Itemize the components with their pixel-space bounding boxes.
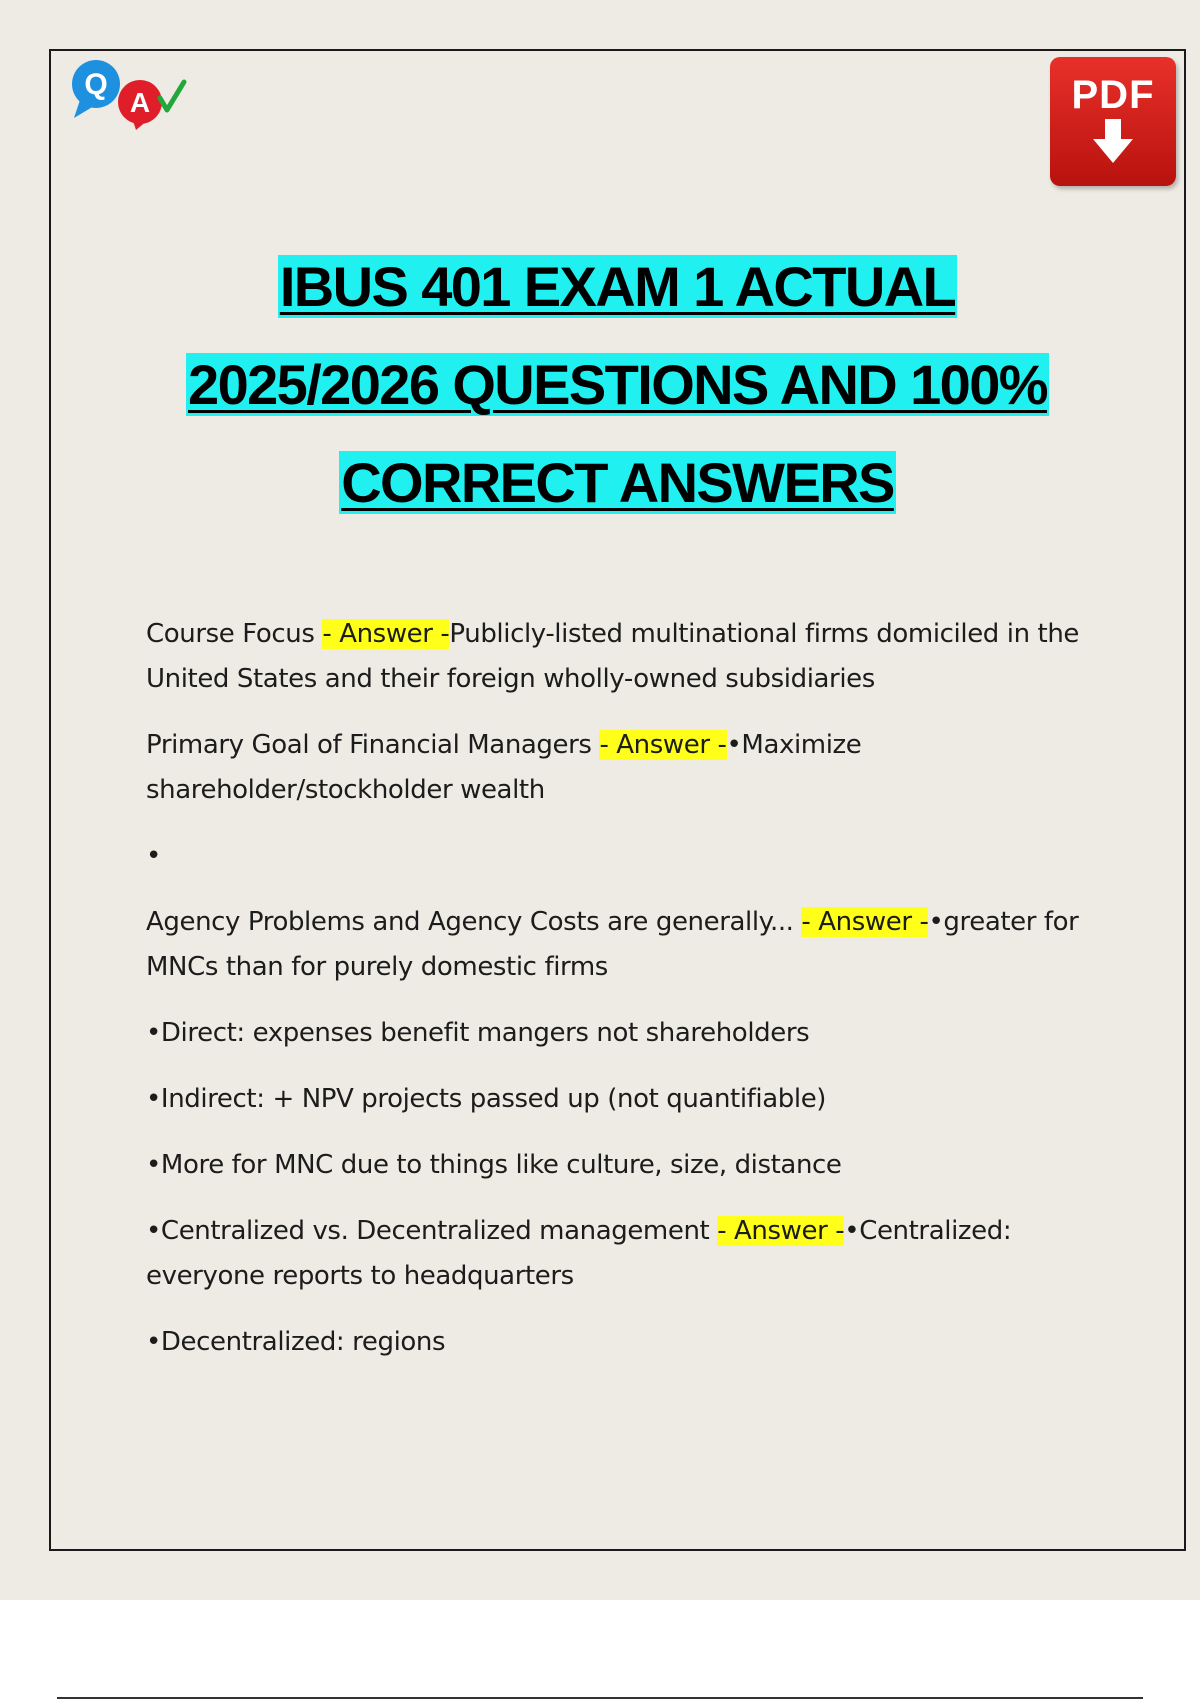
a-bubble-icon bbox=[118, 80, 162, 130]
answer-text: •greater for MNCs than for purely domestic firms bbox=[146, 907, 1079, 982]
answer-text: •Maximize shareholder/stockholder wealth bbox=[146, 730, 862, 805]
bullet-direct: •Direct: expenses benefit mangers not shareholders bbox=[146, 1018, 810, 1048]
answer-marker: - Answer - bbox=[322, 619, 450, 649]
answer-marker: - Answer - bbox=[599, 730, 727, 760]
qa-logo-icon bbox=[70, 58, 190, 130]
question-text: Primary Goal of Financial Managers bbox=[146, 730, 600, 760]
a-letter: A bbox=[129, 87, 151, 118]
qa-entry-primary-goal bbox=[146, 723, 1086, 813]
check-icon bbox=[160, 82, 184, 110]
title-line-3: CORRECT ANSWERS bbox=[341, 451, 894, 514]
question-text: Course Focus bbox=[146, 619, 323, 649]
title-line-2: 2025/2026 QUESTIONS AND 100% bbox=[188, 353, 1047, 416]
bullet-more-for-mnc: •More for MNC due to things like culture, size, distance bbox=[146, 1150, 842, 1180]
next-page-rule bbox=[57, 1697, 1143, 1699]
q-bubble-icon bbox=[72, 60, 120, 118]
download-arrow-icon bbox=[1091, 117, 1135, 165]
pdf-label: PDF bbox=[1071, 73, 1155, 117]
bullet-indirect: •Indirect: + NPV projects passed up (not quantifiable) bbox=[146, 1084, 827, 1114]
qa-entry-centralized bbox=[146, 1209, 1086, 1299]
question-text: Agency Problems and Agency Costs are generally... bbox=[146, 907, 802, 937]
bullet-decentralized: •Decentralized: regions bbox=[146, 1327, 446, 1357]
qa-content bbox=[146, 612, 1086, 1386]
document-title bbox=[60, 238, 1175, 532]
question-text: •Centralized vs. Decentralized management bbox=[146, 1216, 718, 1246]
answer-text: •Centralized: everyone reports to headquarters bbox=[146, 1216, 1012, 1291]
empty-bullet: • bbox=[146, 841, 161, 871]
pdf-download-badge[interactable] bbox=[1050, 57, 1176, 186]
answer-marker: - Answer - bbox=[801, 907, 929, 937]
answer-marker: - Answer - bbox=[717, 1216, 845, 1246]
answer-text: Publicly-listed multinational firms domiciled in the United States and their foreign wholly-owned subsidiaries bbox=[146, 619, 1079, 694]
title-line-1: IBUS 401 EXAM 1 ACTUAL bbox=[279, 255, 956, 318]
qa-entry-agency-problems bbox=[146, 900, 1086, 990]
q-letter: Q bbox=[84, 68, 108, 101]
qa-entry-course-focus bbox=[146, 612, 1086, 702]
